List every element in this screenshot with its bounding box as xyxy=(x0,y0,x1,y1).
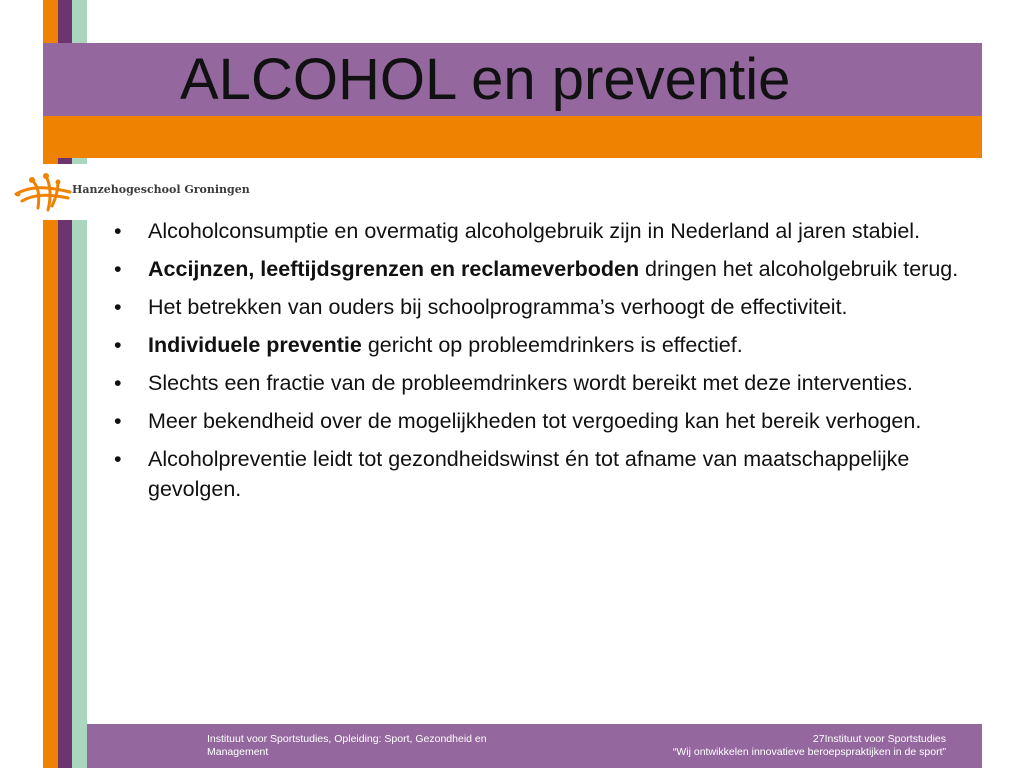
bullet-marker: • xyxy=(114,295,122,319)
bullet-text: Slechts een fractie van de probleemdrinkers wordt bereikt met deze interventies. xyxy=(148,371,913,395)
bullet-list xyxy=(110,216,990,512)
bullet-text: gericht op probleemdrinkers is effectief. xyxy=(361,333,743,357)
footer-right-line1: 27Instituut voor Sportstudies xyxy=(812,733,946,745)
bullet-bold: Individuele preventie xyxy=(148,333,362,357)
bullet-marker: • xyxy=(114,371,122,395)
bullet-text: Het betrekken van ouders bij schoolprogramma’s verhoogt de effectiviteit. xyxy=(148,295,848,319)
bullet-text: Alcoholpreventie leidt tot gezondheidswinst én tot afname van maatschappelijke gevolgen. xyxy=(148,447,910,501)
bullet-item-1 xyxy=(110,216,990,246)
logo-text: Hanzehogeschool Groningen xyxy=(72,183,250,196)
bullet-text: dringen het alcoholgebruik terug. xyxy=(639,257,959,281)
bullet-item-4 xyxy=(110,330,990,360)
bullet-marker: • xyxy=(114,333,122,357)
bullet-marker: • xyxy=(114,257,122,281)
bullet-text: Meer bekendheid over de mogelijkheden tot vergoeding kan het bereik verhogen. xyxy=(148,409,922,433)
bullet-marker: • xyxy=(114,409,122,433)
title-underbar xyxy=(43,116,982,158)
bullet-item-6 xyxy=(110,406,990,436)
slide-title: ALCOHOL en preventie xyxy=(180,47,791,112)
bullet-item-5 xyxy=(110,368,990,398)
footer-left-text: Instituut voor Sportstudies, Opleiding: Sport, Gezondheid en Management xyxy=(207,733,487,758)
hanze-logo-icon xyxy=(12,168,74,216)
bullet-item-3 xyxy=(110,292,990,322)
footer-right-line2: “Wij ontwikkelen innovatieve beroepspraktijken in de sport” xyxy=(672,746,946,758)
bullet-item-7 xyxy=(110,444,990,504)
bullet-text: Alcoholconsumptie en overmatig alcoholgebruik zijn in Nederland al jaren stabiel. xyxy=(148,219,921,243)
bullet-marker: • xyxy=(114,447,122,471)
bullet-marker: • xyxy=(114,219,122,243)
footer-right-text xyxy=(673,733,946,759)
bullet-bold: Accijnzen, leeftijdsgrenzen en reclameverboden xyxy=(148,257,640,281)
bullet-item-2 xyxy=(110,254,990,284)
